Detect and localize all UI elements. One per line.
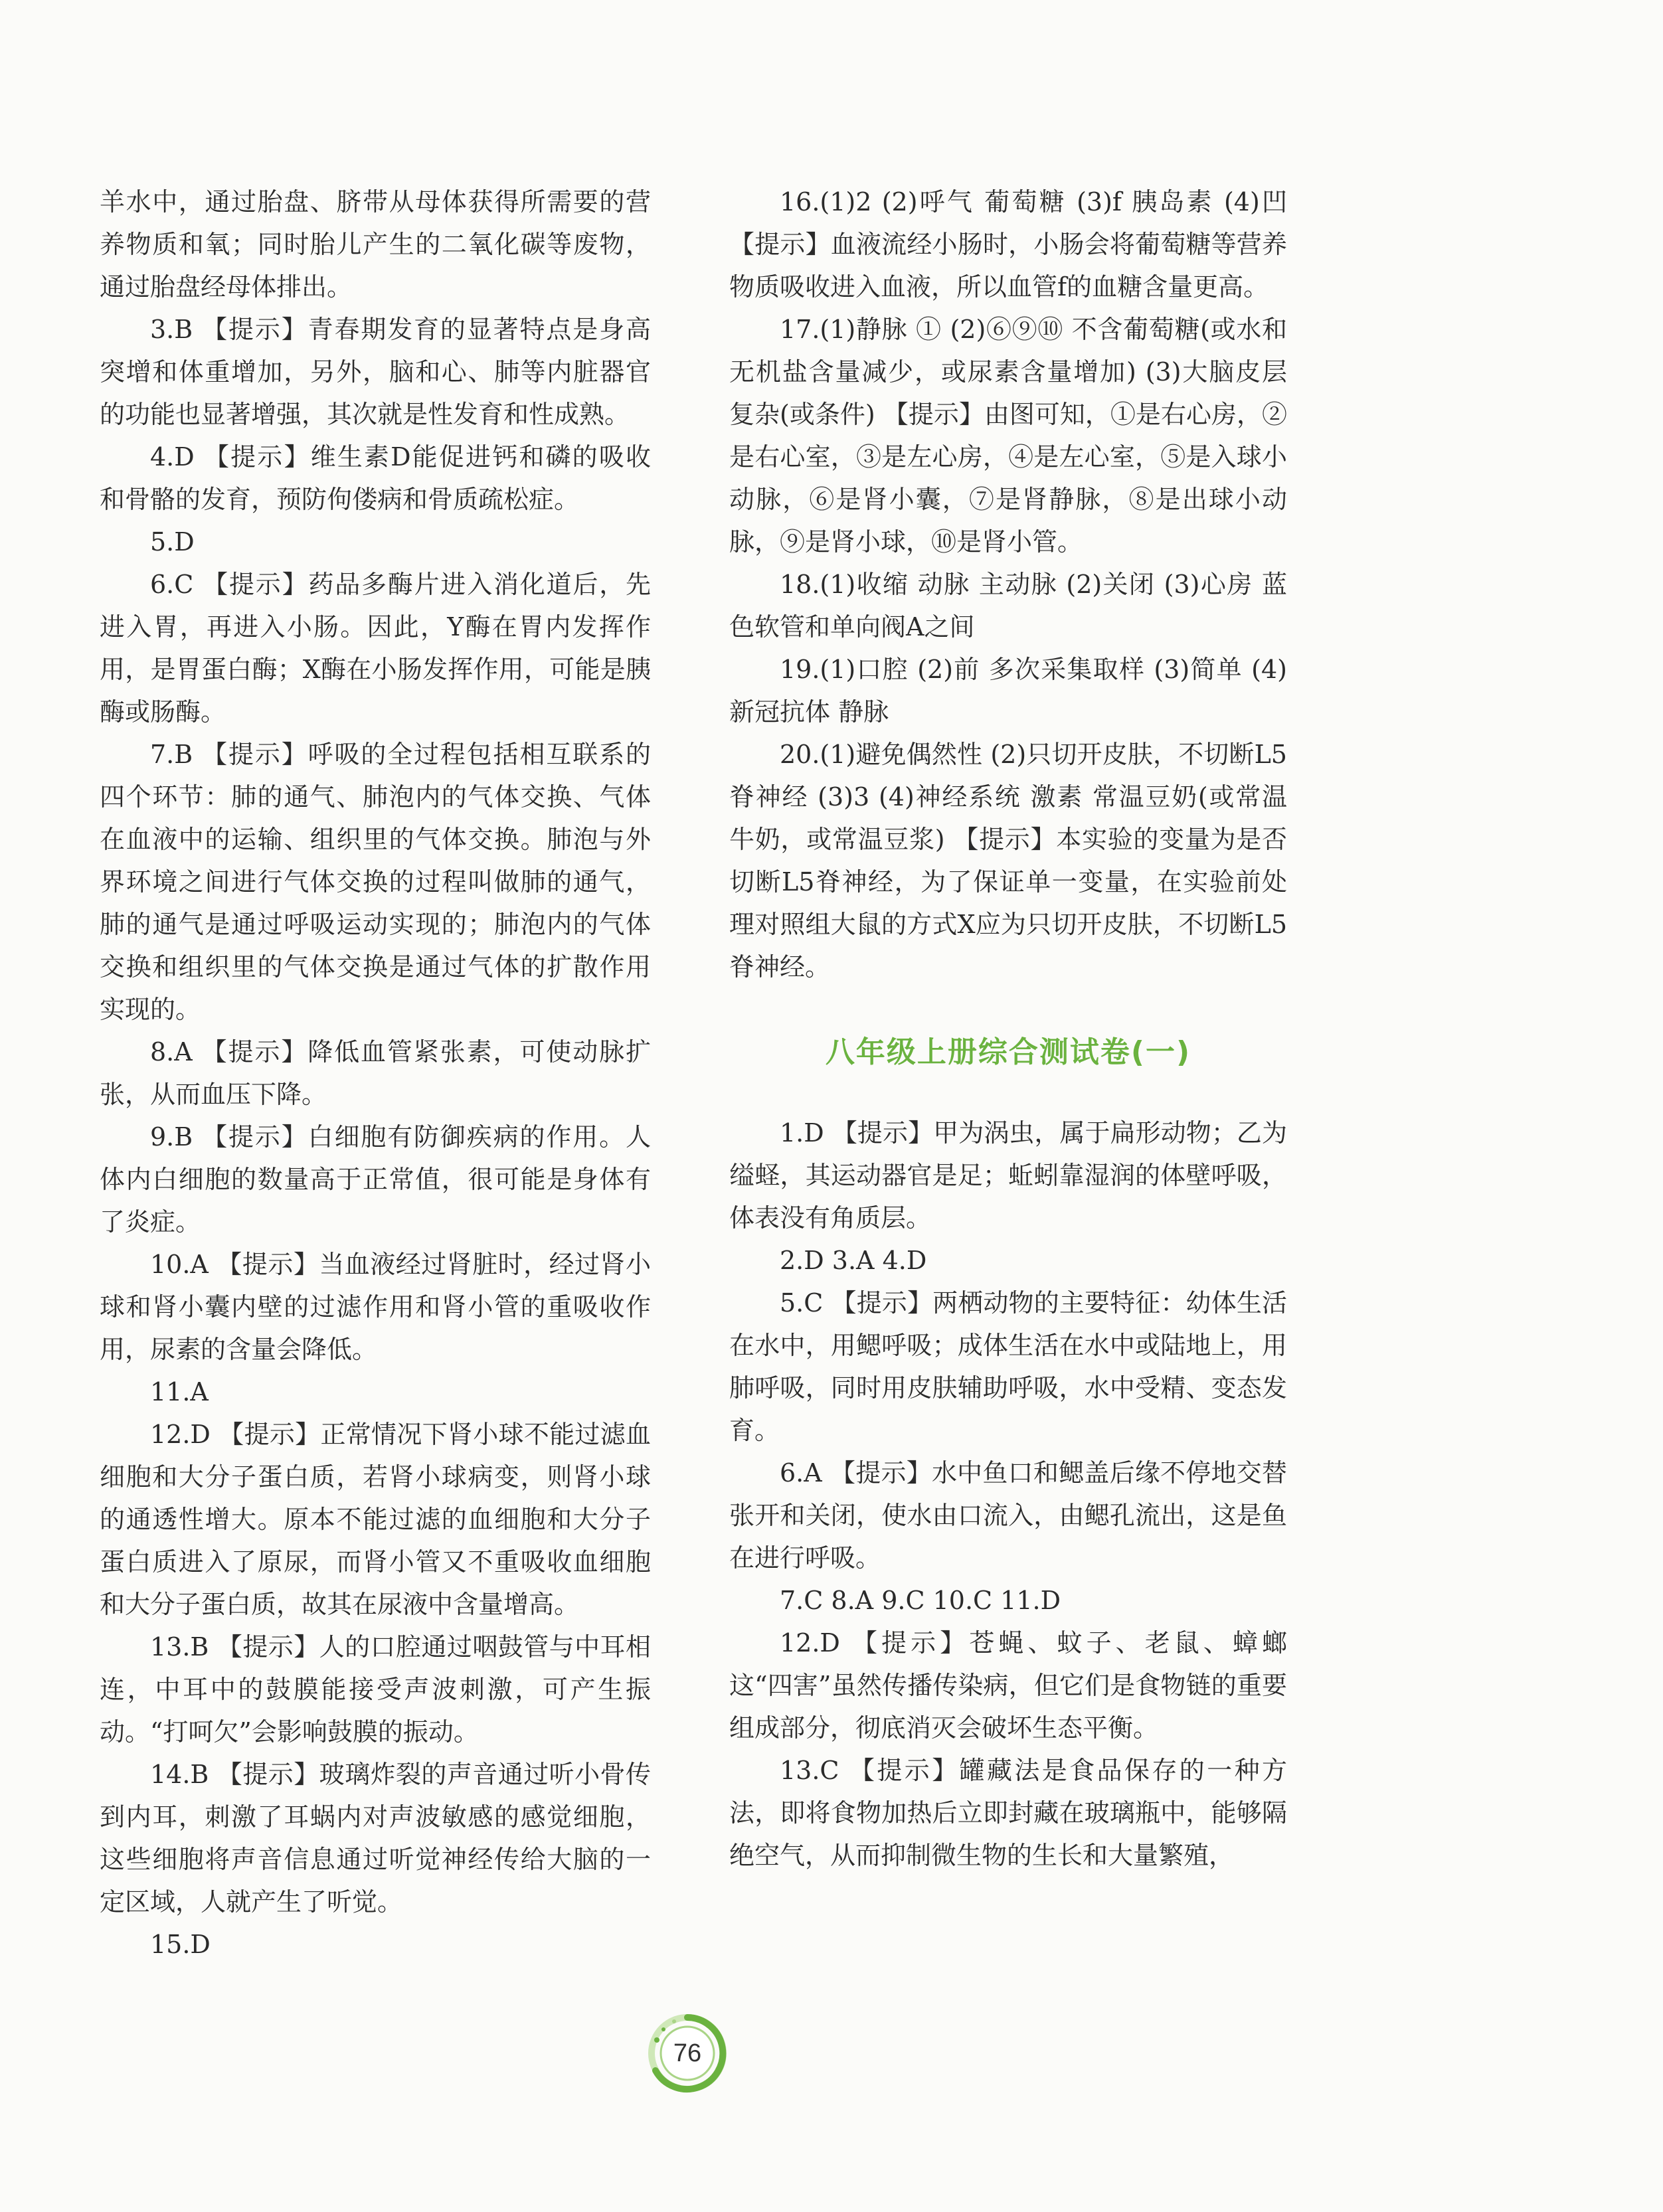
- right-column: [729, 181, 1287, 1877]
- answer-4: 4.D 【提示】维生素D能促进钙和磷的吸收和骨骼的发育，预防佝偻病和骨质疏松症。: [100, 442, 651, 514]
- left-column: [100, 181, 651, 1966]
- test-answer-1: 1.D 【提示】甲为涡虫，属于扁形动物；乙为缢蛏，其运动器官是足；蚯蚓靠湿润的体壁呼吸，体表没有角质层。: [729, 1118, 1287, 1233]
- answer-14: 14.B 【提示】玻璃炸裂的声音通过听小骨传到内耳，刺激了耳蜗内对声波敏感的感觉细胞，这些细胞将声音信息通过听觉神经传给大脑的一定区域，人就产生了听觉。: [100, 1760, 651, 1916]
- answer-10: 10.A 【提示】当血液经过肾脏时，经过肾小球和肾小囊内壁的过滤作用和肾小管的重吸收作用，尿素的含量会降低。: [100, 1250, 651, 1364]
- answer-17: 17.(1)静脉 ① (2)⑥⑨⑩ 不含葡萄糖(或水和无机盐含量减少，或尿素含量增加) (3)大脑皮层 复杂(或条件) 【提示】由图可知，①是右心房，②是右心室，③是左心房，④是左心室，⑤是入球小动脉，⑥是肾小囊，⑦是肾静脉，⑧是出球小动脉，⑨是肾小球，⑩是肾小管。: [729, 315, 1287, 556]
- continuation-paragraph: 羊水中，通过胎盘、脐带从母体获得所需要的营养物质和氧；同时胎儿产生的二氧化碳等废物，通过胎盘经母体排出。: [100, 187, 651, 301]
- answer-13: 13.B 【提示】人的口腔通过咽鼓管与中耳相连，中耳中的鼓膜能接受声波刺激，可产生振动。“打呵欠”会影响鼓膜的振动。: [100, 1632, 651, 1746]
- test-answers-2-4: 2.D 3.A 4.D: [780, 1246, 927, 1275]
- test-answer-12: 12.D 【提示】苍蝇、蚊子、老鼠、蟑螂这“四害”虽然传播传染病，但它们是食物链的重要组成部分，彻底消灭会破坏生态平衡。: [729, 1628, 1287, 1743]
- answer-18: 18.(1)收缩 动脉 主动脉 (2)关闭 (3)心房 蓝色软管和单向阀A之间: [729, 570, 1287, 641]
- answer-20: 20.(1)避免偶然性 (2)只切开皮肤，不切断L5脊神经 (3)3 (4)神经系统 激素 常温豆奶(或常温牛奶，或常温豆浆) 【提示】本实验的变量为是否切断L5脊神经，为了保证单一变量，在实验前处理对照组大鼠的方式X应为只切开皮肤，不切断L5脊神经。: [729, 740, 1287, 981]
- answer-7: 7.B 【提示】呼吸的全过程包括相互联系的四个环节：肺的通气、肺泡内的气体交换、气体在血液中的运输、组织里的气体交换。肺泡与外界环境之间进行气体交换的过程叫做肺的通气，肺的通气是通过呼吸运动实现的；肺泡内的气体交换和组织里的气体交换是通过气体的扩散作用实现的。: [100, 740, 651, 1024]
- test-answer-5: 5.C 【提示】两栖动物的主要特征：幼体生活在水中，用鳃呼吸；成体生活在水中或陆地上，用肺呼吸，同时用皮肤辅助呼吸，水中受精、变态发育。: [729, 1288, 1287, 1445]
- test-answer-6: 6.A 【提示】水中鱼口和鳃盖后缘不停地交替张开和关闭，使水由口流入，由鳃孔流出，这是鱼在进行呼吸。: [729, 1458, 1287, 1573]
- test-answers-7-11: 7.C 8.A 9.C 10.C 11.D: [780, 1586, 1061, 1615]
- answer-5: 5.D: [150, 527, 195, 556]
- answer-8: 8.A 【提示】降低血管紧张素，可使动脉扩张，从而血压下降。: [100, 1037, 651, 1109]
- answer-16: 16.(1)2 (2)呼气 葡萄糖 (3)f 胰岛素 (4)凹 【提示】血液流经小肠时，小肠会将葡萄糖等营养物质吸收进入血液，所以血管f的血糖含量更高。: [729, 187, 1287, 301]
- section-title: 八年级上册综合测试卷(一): [825, 1035, 1191, 1069]
- page-footer: [641, 2007, 734, 2100]
- answer-11: 11.A: [150, 1377, 209, 1406]
- test-answer-13: 13.C 【提示】罐藏法是食品保存的一种方法，即将食物加热后立即封藏在玻璃瓶中，能够隔绝空气，从而抑制微生物的生长和大量繁殖，: [729, 1756, 1287, 1870]
- answer-19: 19.(1)口腔 (2)前 多次采集取样 (3)简单 (4)新冠抗体 静脉: [729, 655, 1287, 726]
- answer-3: 3.B 【提示】青春期发育的显著特点是身高突增和体重增加，另外，脑和心、肺等内脏器官的功能也显著增强，其次就是性发育和性成熟。: [100, 315, 651, 429]
- answer-12: 12.D 【提示】正常情况下肾小球不能过滤血细胞和大分子蛋白质，若肾小球病变，则肾小球的通透性增大。原本不能过滤的血细胞和大分子蛋白质进入了原尿，而肾小管又不重吸收血细胞和大分子蛋白质，故其在尿液中含量增高。: [100, 1420, 651, 1619]
- answer-6: 6.C 【提示】药品多酶片进入消化道后，先进入胃，再进入小肠。因此，Y酶在胃内发挥作用，是胃蛋白酶；X酶在小肠发挥作用，可能是胰酶或肠酶。: [100, 570, 651, 726]
- answer-15: 15.D: [150, 1930, 211, 1959]
- answer-9: 9.B 【提示】白细胞有防御疾病的作用。人体内白细胞的数量高于正常值，很可能是身体有了炎症。: [100, 1122, 651, 1236]
- page-number: 76: [673, 2039, 702, 2067]
